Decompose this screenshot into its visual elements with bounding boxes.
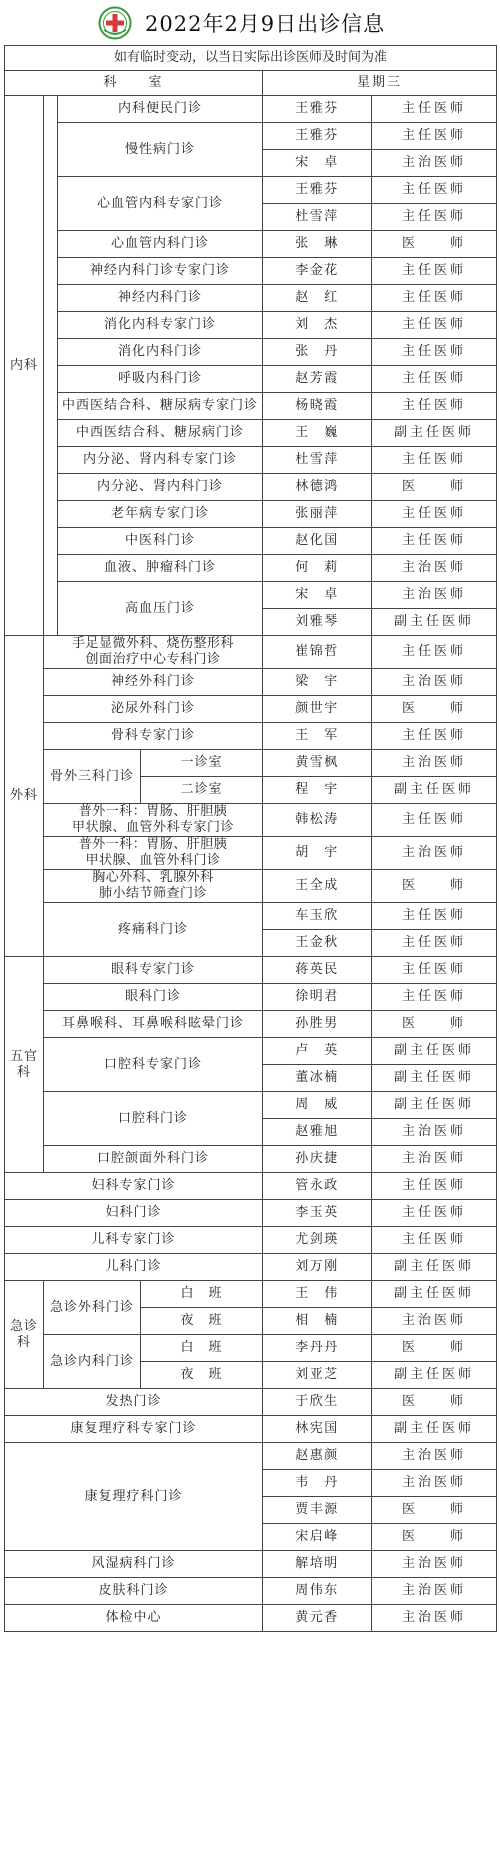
dept-cell: 手足显微外科、烧伤整形科 创面治疗中心专科门诊 <box>44 636 263 669</box>
doctor-name: 王 军 <box>263 723 372 750</box>
dept-cell: 胸心外科、乳腺外科 肺小结节筛查门诊 <box>44 870 263 903</box>
dept-cell: 消化内科门诊 <box>58 339 263 366</box>
dept-cell: 骨外三科门诊 <box>44 750 141 804</box>
schedule-row <box>5 285 497 312</box>
doctor-title: 副主任医师 <box>372 1254 497 1281</box>
doctor-name: 韩松涛 <box>263 804 372 837</box>
dept-cell: 呼吸内科门诊 <box>58 366 263 393</box>
schedule-row <box>5 957 497 984</box>
doctor-name: 于欣生 <box>263 1389 372 1416</box>
doctor-title: 副主任医师 <box>372 1281 497 1308</box>
doctor-title: 主任医师 <box>372 957 497 984</box>
doctor-title: 主任医师 <box>372 339 497 366</box>
doctor-title: 副主任医师 <box>372 777 497 804</box>
weekday-column-header: 星期三 <box>263 71 497 96</box>
doctor-name: 黄雪枫 <box>263 750 372 777</box>
doctor-title: 主治医师 <box>372 582 497 609</box>
dept-cell: 康复理疗科专家门诊 <box>5 1416 263 1443</box>
doctor-name: 杜雪萍 <box>263 204 372 231</box>
doctor-name: 刘雅琴 <box>263 609 372 636</box>
doctor-title: 医 师 <box>372 1011 497 1038</box>
doctor-title: 主任医师 <box>372 177 497 204</box>
dept-cell: 康复理疗科门诊 <box>5 1443 263 1551</box>
dept-cell: 心血管内科专家门诊 <box>58 177 263 231</box>
dept-cell: 神经外科门诊 <box>44 669 263 696</box>
doctor-title: 主治医师 <box>372 555 497 582</box>
doctor-name: 颜世宇 <box>263 696 372 723</box>
dept-column-header: 科 室 <box>5 71 263 96</box>
dept-cell: 儿科门诊 <box>5 1254 263 1281</box>
schedule-row <box>5 231 497 258</box>
doctor-name: 赵芳霞 <box>263 366 372 393</box>
doctor-name: 孙胜男 <box>263 1011 372 1038</box>
doctor-title: 主任医师 <box>372 903 497 930</box>
doctor-name: 程 宇 <box>263 777 372 804</box>
dept-cell: 中医科门诊 <box>58 528 263 555</box>
schedule-row <box>5 870 497 903</box>
schedule-row <box>5 1416 497 1443</box>
schedule-row <box>5 447 497 474</box>
doctor-title: 主治医师 <box>372 1470 497 1497</box>
doctor-name: 卢 英 <box>263 1038 372 1065</box>
doctor-title: 主任医师 <box>372 723 497 750</box>
doctor-title: 医 师 <box>372 870 497 903</box>
doctor-name: 赵化国 <box>263 528 372 555</box>
doctor-title: 医 师 <box>372 1524 497 1551</box>
doctor-name: 韦 丹 <box>263 1470 372 1497</box>
notice-text: 如有临时变动，以当日实际出诊医师及时间为准 <box>5 46 497 71</box>
doctor-name: 赵惠颜 <box>263 1443 372 1470</box>
schedule-row <box>5 501 497 528</box>
group-neike-indent <box>44 96 58 636</box>
dept-cell: 骨科专家门诊 <box>44 723 263 750</box>
doctor-name: 管永政 <box>263 1173 372 1200</box>
schedule-row <box>5 474 497 501</box>
doctor-title: 主任医师 <box>372 1173 497 1200</box>
doctor-name: 宋 卓 <box>263 150 372 177</box>
doctor-title: 主治医师 <box>372 1578 497 1605</box>
hospital-logo-icon <box>98 6 132 40</box>
doctor-name: 赵雅旭 <box>263 1119 372 1146</box>
doctor-name: 胡 宇 <box>263 837 372 870</box>
doctor-name: 相 楠 <box>263 1308 372 1335</box>
doctor-title: 主任医师 <box>372 96 497 123</box>
dept-cell: 泌尿外科门诊 <box>44 696 263 723</box>
doctor-name: 赵 红 <box>263 285 372 312</box>
doctor-title: 主任医师 <box>372 258 497 285</box>
schedule-row <box>5 312 497 339</box>
schedule-row <box>5 123 497 150</box>
doctor-title: 主任医师 <box>372 804 497 837</box>
dept-cell: 中西医结合科、糖尿病门诊 <box>58 420 263 447</box>
doctor-name: 贾丰源 <box>263 1497 372 1524</box>
doctor-name: 车玉欣 <box>263 903 372 930</box>
schedule-row <box>5 420 497 447</box>
dept-cell: 慢性病门诊 <box>58 123 263 177</box>
schedule-row <box>5 696 497 723</box>
doctor-title: 主治医师 <box>372 1119 497 1146</box>
doctor-title: 主任医师 <box>372 528 497 555</box>
doctor-name: 王雅芬 <box>263 123 372 150</box>
schedule-row <box>5 1254 497 1281</box>
dept-cell: 口腔科专家门诊 <box>44 1038 263 1092</box>
group-wuguan: 五官科 <box>5 957 44 1173</box>
schedule-row <box>5 1443 497 1470</box>
group-neike: 内科 <box>5 96 44 636</box>
schedule-row <box>5 669 497 696</box>
schedule-row <box>5 1551 497 1578</box>
dept-cell: 老年病专家门诊 <box>58 501 263 528</box>
doctor-name: 李玉英 <box>263 1200 372 1227</box>
schedule-row <box>5 903 497 930</box>
dept-cell: 口腔颌面外科门诊 <box>44 1146 263 1173</box>
doctor-name: 蒋英民 <box>263 957 372 984</box>
doctor-name: 王雅芬 <box>263 96 372 123</box>
doctor-title: 主治医师 <box>372 150 497 177</box>
dept-cell: 妇科门诊 <box>5 1200 263 1227</box>
schedule-row <box>5 1011 497 1038</box>
doctor-title: 主任医师 <box>372 204 497 231</box>
doctor-title: 医 师 <box>372 696 497 723</box>
subroom-cell: 一诊室 <box>141 750 263 777</box>
doctor-name: 林德鸿 <box>263 474 372 501</box>
doctor-title: 主任医师 <box>372 393 497 420</box>
dept-cell: 高血压门诊 <box>58 582 263 636</box>
schedule-row <box>5 1335 497 1362</box>
doctor-name: 崔锦哲 <box>263 636 372 669</box>
doctor-name: 周 威 <box>263 1092 372 1119</box>
doctor-name: 刘亚芝 <box>263 1362 372 1389</box>
doctor-name: 李丹丹 <box>263 1335 372 1362</box>
header-row <box>5 71 497 96</box>
schedule-row <box>5 837 497 870</box>
dept-cell: 妇科专家门诊 <box>5 1173 263 1200</box>
doctor-title: 主治医师 <box>372 1605 497 1632</box>
doctor-title: 主任医师 <box>372 1227 497 1254</box>
schedule-row <box>5 96 497 123</box>
schedule-row <box>5 555 497 582</box>
doctor-name: 王雅芬 <box>263 177 372 204</box>
doctor-name: 徐明君 <box>263 984 372 1011</box>
doctor-title: 主治医师 <box>372 1551 497 1578</box>
doctor-title: 副主任医师 <box>372 1092 497 1119</box>
doctor-title: 主任医师 <box>372 930 497 957</box>
schedule-row <box>5 1173 497 1200</box>
doctor-name: 何 莉 <box>263 555 372 582</box>
schedule-table <box>4 45 497 1632</box>
doctor-title: 副主任医师 <box>372 1065 497 1092</box>
dept-cell: 眼科门诊 <box>44 984 263 1011</box>
dept-cell: 急诊外科门诊 <box>44 1281 141 1335</box>
dept-cell: 急诊内科门诊 <box>44 1335 141 1389</box>
schedule-row <box>5 984 497 1011</box>
doctor-name: 刘万刚 <box>263 1254 372 1281</box>
doctor-title: 医 师 <box>372 1497 497 1524</box>
schedule-row <box>5 1389 497 1416</box>
schedule-row <box>5 1200 497 1227</box>
doctor-title: 主治医师 <box>372 669 497 696</box>
schedule-row <box>5 582 497 609</box>
doctor-name: 刘 杰 <box>263 312 372 339</box>
doctor-title: 医 师 <box>372 1335 497 1362</box>
doctor-name: 宋启峰 <box>263 1524 372 1551</box>
schedule-row <box>5 1227 497 1254</box>
dept-cell: 体检中心 <box>5 1605 263 1632</box>
doctor-name: 王 巍 <box>263 420 372 447</box>
doctor-title: 主治医师 <box>372 1308 497 1335</box>
doctor-title: 主任医师 <box>372 984 497 1011</box>
doctor-title: 主治医师 <box>372 837 497 870</box>
schedule-row <box>5 1578 497 1605</box>
doctor-title: 医 师 <box>372 1389 497 1416</box>
doctor-name: 王全成 <box>263 870 372 903</box>
dept-cell: 普外一科：胃肠、肝胆胰 甲状腺、血管外科专家门诊 <box>44 804 263 837</box>
doctor-title: 主任医师 <box>372 1200 497 1227</box>
shift-cell: 夜 班 <box>141 1362 263 1389</box>
doctor-name: 黄元香 <box>263 1605 372 1632</box>
schedule-row <box>5 393 497 420</box>
schedule-row <box>5 636 497 669</box>
dept-cell: 中西医结合科、糖尿病专家门诊 <box>58 393 263 420</box>
dept-cell: 皮肤科门诊 <box>5 1578 263 1605</box>
dept-cell: 风湿病科门诊 <box>5 1551 263 1578</box>
notice-row <box>5 46 497 71</box>
dept-cell: 口腔科门诊 <box>44 1092 263 1146</box>
doctor-title: 主治医师 <box>372 1443 497 1470</box>
schedule-row <box>5 339 497 366</box>
doctor-name: 杨晓霞 <box>263 393 372 420</box>
schedule-body <box>5 46 497 1632</box>
doctor-title: 副主任医师 <box>372 1362 497 1389</box>
schedule-row <box>5 750 497 777</box>
shift-cell: 夜 班 <box>141 1308 263 1335</box>
schedule-row <box>5 366 497 393</box>
schedule-row <box>5 723 497 750</box>
doctor-title: 主任医师 <box>372 636 497 669</box>
doctor-title: 医 师 <box>372 231 497 258</box>
dept-cell: 耳鼻喉科、耳鼻喉科眩晕门诊 <box>44 1011 263 1038</box>
schedule-row <box>5 258 497 285</box>
subroom-cell: 二诊室 <box>141 777 263 804</box>
doctor-title: 主治医师 <box>372 750 497 777</box>
doctor-title: 主任医师 <box>372 447 497 474</box>
dept-cell: 神经内科门诊 <box>58 285 263 312</box>
doctor-name: 王金秋 <box>263 930 372 957</box>
doctor-title: 主治医师 <box>372 1146 497 1173</box>
group-waike: 外科 <box>5 636 44 957</box>
dept-cell: 内科便民门诊 <box>58 96 263 123</box>
doctor-name: 张 琳 <box>263 231 372 258</box>
dept-cell: 眼科专家门诊 <box>44 957 263 984</box>
doctor-name: 董冰楠 <box>263 1065 372 1092</box>
dept-cell: 发热门诊 <box>5 1389 263 1416</box>
schedule-row <box>5 1281 497 1308</box>
doctor-name: 周伟东 <box>263 1578 372 1605</box>
doctor-title: 主任医师 <box>372 366 497 393</box>
doctor-name: 尤剑瑛 <box>263 1227 372 1254</box>
doctor-title: 副主任医师 <box>372 420 497 447</box>
dept-cell: 疼痛科门诊 <box>44 903 263 957</box>
doctor-name: 孙庆捷 <box>263 1146 372 1173</box>
doctor-name: 张 丹 <box>263 339 372 366</box>
dept-cell: 内分泌、肾内科专家门诊 <box>58 447 263 474</box>
schedule-row <box>5 1092 497 1119</box>
doctor-name: 张丽萍 <box>263 501 372 528</box>
schedule-row <box>5 804 497 837</box>
shift-cell: 白 班 <box>141 1335 263 1362</box>
doctor-title: 主任医师 <box>372 123 497 150</box>
doctor-title: 主任医师 <box>372 285 497 312</box>
dept-cell: 普外一科：胃肠、肝胆胰 甲状腺、血管外科门诊 <box>44 837 263 870</box>
schedule-row <box>5 177 497 204</box>
doctor-title: 医 师 <box>372 474 497 501</box>
dept-cell: 神经内科门诊专家门诊 <box>58 258 263 285</box>
dept-cell: 血液、肿瘤科门诊 <box>58 555 263 582</box>
schedule-row <box>5 1038 497 1065</box>
doctor-name: 宋 卓 <box>263 582 372 609</box>
group-jizhen: 急诊科 <box>5 1281 44 1389</box>
doctor-name: 李金花 <box>263 258 372 285</box>
dept-cell: 心血管内科门诊 <box>58 231 263 258</box>
doctor-name: 杜雪萍 <box>263 447 372 474</box>
doctor-title: 主任医师 <box>372 312 497 339</box>
shift-cell: 白 班 <box>141 1281 263 1308</box>
doctor-title: 副主任医师 <box>372 609 497 636</box>
doctor-title: 副主任医师 <box>372 1038 497 1065</box>
doctor-name: 解培明 <box>263 1551 372 1578</box>
schedule-row <box>5 528 497 555</box>
doctor-name: 王 伟 <box>263 1281 372 1308</box>
doctor-title: 副主任医师 <box>372 1416 497 1443</box>
page-header <box>0 0 500 45</box>
schedule-row <box>5 1605 497 1632</box>
page-title: 2022年2月9日出诊信息 <box>145 12 386 36</box>
doctor-name: 梁 宇 <box>263 669 372 696</box>
dept-cell: 儿科专家门诊 <box>5 1227 263 1254</box>
dept-cell: 消化内科专家门诊 <box>58 312 263 339</box>
schedule-row <box>5 1146 497 1173</box>
doctor-title: 主任医师 <box>372 501 497 528</box>
dept-cell: 内分泌、肾内科门诊 <box>58 474 263 501</box>
doctor-name: 林宪国 <box>263 1416 372 1443</box>
